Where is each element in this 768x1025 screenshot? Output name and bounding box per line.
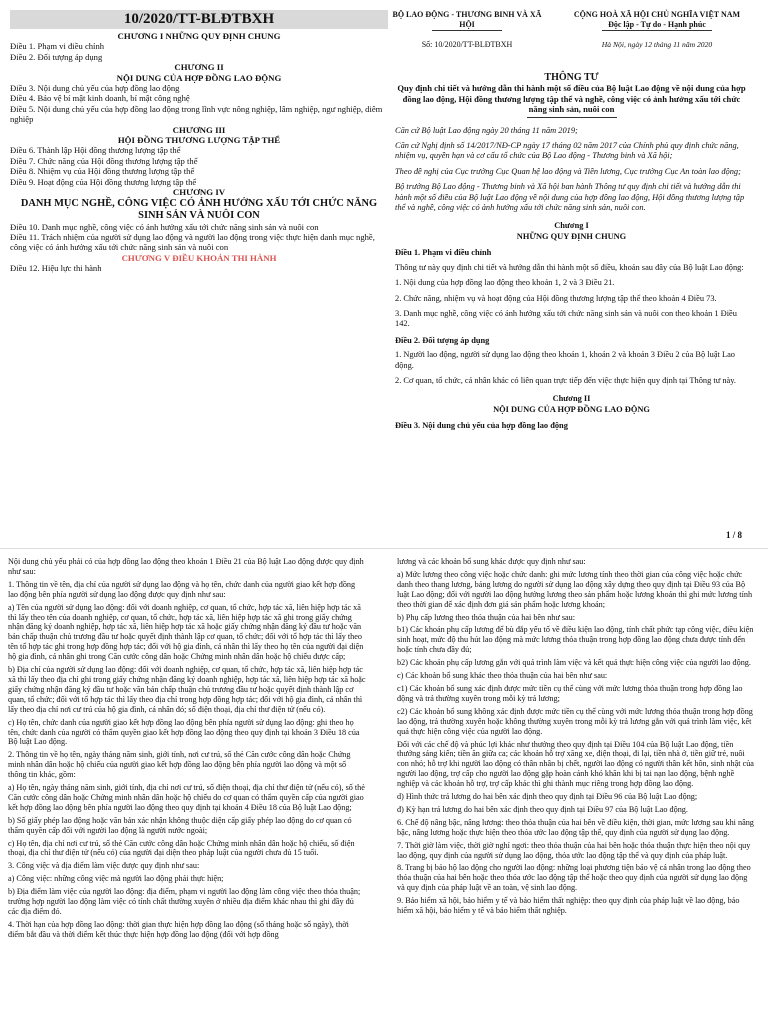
chapter-heading: Chương II (552, 394, 591, 404)
paragraph: 4. Thời hạn của hợp đồng lao động: thời gian thực hiện hợp đồng lao động (số tháng hoặc số ngày), thời điểm bắt đầu và thời điểm kết thúc thực hiện hợp đồng lao động (đối với hợp đồng (8, 919, 349, 939)
paragraph: c2) Các khoản bổ sung không xác định được mức tiền cụ thể cùng với mức lương thỏa thuận trong hợp đồng lao động, trả thường xuyên hoặc không thường xuyên trong mỗi kỳ trả lương gắn với quá trình làm việc, kết quả thực hiện công việc của người lao động. (397, 706, 753, 736)
paragraph: 2. Thông tin về họ tên, ngày tháng năm sinh, giới tính, nơi cư trú, số thẻ Căn cước công dân hoặc Chứng minh nhân dân hoặc hộ chiếu của người giao kết hợp đồng lao động bên phía người lao động và một số thông tin khác, gồm: (8, 750, 351, 780)
toc-chapter-4-name[interactable]: DANH MỤC NGHỀ, CÔNG VIỆC CÓ ẢNH HƯỞNG XẤU TỚI CHỨC NĂNG SINH SẢN VÀ NUÔI CON (20, 197, 378, 221)
motto: Độc lập - Tự do - Hạnh phúc (608, 19, 706, 29)
nation-name: CỘNG HOÀ XÃ HỘI CHỦ NGHĨA VIỆT NAM (573, 10, 741, 19)
page-2 (0, 548, 768, 1025)
toc-item[interactable]: Điều 11. Trách nhiệm của người sử dụng lao động và người lao động trong việc thực hiện danh mục nghề, công việc có ảnh hưởng xấu tới chức năng sinh sản và nuôi con (10, 231, 375, 253)
agency-name: BỘ LAO ĐỘNG - THƯƠNG BINH VÀ XÃ HỘI (392, 10, 542, 29)
legal-basis: Bộ trưởng Bộ Lao động - Thương binh và Xã hội ban hành Thông tư quy định chi tiết và hướng dẫn thi hành một số điều của Bộ luật Lao động về nội dung của hợp đồng lao động, Hội đồng thương lượng tập thể và nghề, công việc có ảnh hưởng xấu tới chức năng sinh sản, nuôi con. (395, 182, 745, 213)
issuing-agency (392, 10, 542, 32)
toc-chapter-1[interactable]: CHƯƠNG I NHỮNG QUY ĐỊNH CHUNG (117, 31, 281, 41)
legal-basis: Căn cứ Nghị định số 14/2017/NĐ-CP ngày 17 tháng 02 năm 2017 của Chính phủ quy định chức năng, nhiệm vụ, quyền hạn và cơ cấu tổ chức của Bộ Lao động - Thương binh và Xã hội; (395, 141, 739, 161)
text-column-left (8, 557, 366, 943)
toc-item[interactable]: Điều 3. Nội dung chủ yếu của hợp đồng lao động (10, 83, 180, 94)
paragraph: 8. Trang bị bảo hộ lao động cho người lao động: những loại phương tiện bảo vệ cá nhân trong lao động theo thỏa thuận của hai bên hoặc theo thỏa ước lao động tập thể hoặc theo quy định của người sử dụng lao động và quy định của pháp luật về an toàn, vệ sinh lao động. (397, 863, 751, 893)
table-of-contents (10, 10, 388, 274)
paragraph: b2) Các khoản phụ cấp lương gắn với quá trình làm việc và kết quả thực hiện công việc của người lao động. (397, 658, 751, 668)
toc-chapter-2-name[interactable]: NỘI DUNG CỦA HỢP ĐỒNG LAO ĐỘNG (116, 72, 282, 83)
document-title: Quy định chi tiết và hướng dẫn thi hành một số điều của Bộ luật Lao động về nội dung của hợp đồng lao động, Hội đồng thương lượng tập thể và nghề, công việc có ảnh hưởng xấu tới chức năng sinh sản, nuôi con (397, 83, 746, 115)
article-heading: Điều 1. Phạm vi điều chỉnh (395, 248, 492, 258)
toc-chapter-5[interactable]: CHƯƠNG V ĐIỀU KHOẢN THI HÀNH (121, 252, 277, 263)
chapter-name: NHỮNG QUY ĐỊNH CHUNG (516, 231, 627, 241)
toc-chapter-2[interactable]: CHƯƠNG II (174, 62, 224, 73)
paragraph: 3. Công việc và địa điểm làm việc được quy định như sau: (8, 861, 200, 871)
paragraph: c) Họ tên, chức danh của người giao kết hợp đồng lao động bên phía người sử dụng lao động: ghi theo họ tên, chức danh của người có thẩm quyền giao kết hợp đồng lao động theo quy định tại khoản 3 Điều 18 của Bộ luật Lao động. (8, 717, 360, 747)
paragraph: b1) Các khoản phụ cấp lương để bù đắp yếu tố về điều kiện lao động, tính chất phức tạp công việc, điều kiện sinh hoạt, mức độ thu hút lao động mà mức lương thỏa thuận trong hợp đồng lao động chưa được tính đến hoặc tính chưa đầy đủ; (397, 625, 754, 655)
paragraph: b) Địa điểm làm việc của người lao động: địa điểm, phạm vi người lao động làm công việc theo thỏa thuận; trường hợp người lao động làm việc có tính chất thường xuyên ở nhiều địa điểm khác nhau thì ghi đầy đủ các địa điểm đó. (8, 887, 361, 916)
legal-basis: Theo đề nghị của Cục trưởng Cục Quan hệ lao động và Tiền lương, Cục trưởng Cục An toàn lao động; (395, 166, 741, 176)
national-title (552, 10, 762, 32)
page-number: 1 / 8 (725, 530, 742, 540)
toc-item[interactable]: Điều 5. Nội dung chủ yếu của hợp đồng lao động trong lĩnh vực nông nghiệp, lâm nghiệp, ngư nghiệp, diêm nghiệp (10, 103, 383, 125)
title-rule (527, 117, 617, 118)
paragraph: 2. Chức năng, nhiệm vụ và hoạt động của Hội đồng thương lượng tập thể theo khoản 4 Điều 73. (395, 293, 717, 303)
header-rule (602, 30, 712, 31)
toc-chapter-4[interactable]: CHƯƠNG IV (172, 187, 226, 198)
paragraph: đ) Kỳ hạn trả lương do hai bên xác định theo quy định tại Điều 97 của Bộ luật Lao động. (397, 804, 688, 814)
document-type: THÔNG TƯ (544, 72, 599, 83)
toc-chapter-3-name[interactable]: HỘI ĐỒNG THƯƠNG LƯỢNG TẬP THỂ (117, 135, 281, 146)
paragraph: a) Tên của người sử dụng lao động: đối với doanh nghiệp, cơ quan, tổ chức, hợp tác xã, liên hiệp hợp tác xã thì lấy theo tên của doanh nghiệp, cơ quan, tổ chức, hợp tác xã, liên hiệp hợp tác xã ghi trong giấy chứng nhận đăng ký doanh nghiệp, hợp tác xã, liên hiệp hợp tác xã hoặc giấy chứng nhận đăng ký đầu tư hoặc văn bản chấp thuận chủ trương đầu tư hoặc quyết định thành lập cơ quan, tổ chức; đối với tổ hợp tác thì lấy theo tên tổ hợp tác ghi trong hợp đồng hợp tác; đối với hộ gia đình, cá nhân thì lấy theo họ tên của người đại diện hộ gia đình, cá nhân ghi trong Căn cước công dân hoặc Chứng minh nhân dân hoặc hộ chiếu được cấp; (8, 602, 364, 662)
document-number: Số: 10/2020/TT-BLĐTBXH (421, 40, 513, 49)
paragraph: Thông tư này quy định chi tiết và hướng dẫn thi hành một số điều, khoản sau đây của Bộ luật Lao động: (395, 262, 744, 272)
paragraph: a) Họ tên, ngày tháng năm sinh, giới tính, địa chỉ nơi cư trú, số điện thoại, địa chỉ thư điện tử (nếu có), số thẻ Căn cước công dân hoặc Chứng minh nhân dân hoặc hộ chiếu do cơ quan có thẩm quyền cấp của người giao kết hợp đồng lao động bên phía người lao động theo quy định tại khoản 4 Điều 18 của Bộ luật Lao động; (8, 783, 365, 812)
paragraph: 1. Người lao động, người sử dụng lao động theo khoản 1, khoản 2 và khoản 3 Điều 2 của Bộ luật Lao động. (395, 350, 735, 370)
paragraph: c) Họ tên, địa chỉ nơi cư trú, số thẻ Căn cước công dân hoặc Chứng minh nhân dân hoặc hộ chiếu, số điện thoại, địa chỉ thư điện tử (nếu có) của người đại diện theo pháp luật của người chưa đủ 15 tuổi. (8, 838, 355, 858)
toc-item[interactable]: Điều 8. Nhiệm vụ của Hội đồng thương lượng tập thể (10, 166, 195, 177)
toc-item[interactable]: Điều 10. Danh mục nghề, công việc có ảnh hưởng xấu tới chức năng sinh sản và nuôi con (10, 221, 319, 232)
paragraph: c) Các khoản bổ sung khác theo thỏa thuận của hai bên như sau: (397, 671, 608, 681)
paragraph: b) Số giấy phép lao động hoặc văn bản xác nhận không thuộc diện cấp giấy phép lao động do cơ quan có thẩm quyền cấp đối với người lao động là người nước ngoài; (8, 815, 352, 835)
chapter-name: NỘI DUNG CỦA HỢP ĐỒNG LAO ĐỘNG (493, 404, 650, 414)
toc-chapter-3[interactable]: CHƯƠNG III (172, 124, 226, 135)
chapter-heading: Chương I (554, 221, 589, 231)
legal-basis: Căn cứ Bộ luật Lao động ngày 20 tháng 11 năm 2019; (395, 125, 578, 135)
article-heading: Điều 2. Đối tượng áp dụng (395, 335, 490, 345)
paragraph: b) Địa chỉ của người sử dụng lao động: đối với doanh nghiệp, cơ quan, tổ chức, hợp tác xã, liên hiệp hợp tác xã thì lấy theo địa chỉ ghi trong giấy chứng nhận đăng ký doanh nghiệp, hợp tác xã, liên hiệp hợp tác xã hoặc giấy chứng nhận đăng ký đầu tư hoặc văn bản chấp thuận chủ trương đầu tư hoặc quyết định thành lập cơ quan, tổ chức; đối với tổ hợp tác thì lấy theo địa chỉ trong hợp đồng hợp tác; đối với hộ gia đình, cá nhân thì lấy theo địa chỉ nơi cư trú của hộ gia đình, cá nhân đó; số điện thoại, địa chỉ thư điện tử (nếu có). (8, 665, 366, 714)
paragraph: Đối với các chế độ và phúc lợi khác như thưởng theo quy định tại Điều 104 của Bộ luật Lao động, tiền thưởng sáng kiến; tiền ăn giữa ca; các khoản hỗ trợ xăng xe, điện thoại, đi lại, tiền nhà ở, tiền giữ trẻ, nuôi con nhỏ; hỗ trợ khi người lao động có thân nhân bị chết, người lao động có người thân kết hôn, sinh nhật của người lao động, trợ cấp cho người lao động gặp hoàn cảnh khó khăn khi bị tai nạn lao động, bệnh nghề nghiệp và các khoản hỗ trợ, trợ cấp khác thì ghi thành mục riêng trong hợp đồng lao động. (397, 739, 754, 789)
paragraph: 1. Thông tin về tên, địa chỉ của người sử dụng lao động và họ tên, chức danh của người giao kết hợp đồng lao động bên phía người sử dụng lao động được quy định như sau: (8, 579, 356, 599)
toc-title: 10/2020/TT-BLĐTBXH (10, 10, 388, 29)
toc-item[interactable]: Điều 4. Bảo vệ bí mật kinh doanh, bí mật công nghệ (10, 93, 190, 104)
header-rule (432, 30, 502, 31)
paragraph: Nội dung chủ yếu phải có của hợp đồng lao động theo khoản 1 Điều 21 của Bộ luật Lao động được quy định như sau: (8, 557, 364, 576)
toc-item[interactable]: Điều 6. Thành lập Hội đồng thương lượng tập thể (10, 145, 181, 156)
toc-item[interactable]: Điều 1. Phạm vi điều chỉnh (10, 41, 105, 52)
document-body (395, 72, 748, 436)
toc-item[interactable]: Điều 9. Hoạt động của Hội đồng thương lượng tập thể (10, 176, 197, 187)
paragraph: lương và các khoản bổ sung khác được quy định như sau: (397, 557, 586, 566)
article-heading: Điều 3. Nội dung chủ yếu của hợp đồng lao động (395, 421, 568, 431)
toc-item[interactable]: Điều 7. Chức năng của Hội đồng thương lượng tập thể (10, 155, 198, 166)
paragraph: 9. Bảo hiểm xã hội, bảo hiểm y tế và bảo hiểm thất nghiệp: theo quy định của pháp luật về lao động, bảo hiểm xã hội, bảo hiểm y tế và bảo hiểm thất nghiệp. (397, 896, 740, 916)
paragraph: 6. Chế độ nâng bậc, nâng lương: theo thỏa thuận của hai bên về điều kiện, thời gian, mức lương sau khi nâng bậc, nâng lương hoặc thực hiện theo thỏa ước lao động tập thể, quy định của người sử dụng lao động. (397, 817, 754, 837)
paragraph: 2. Cơ quan, tổ chức, cá nhân khác có liên quan trực tiếp đến việc thực hiện quy định tại Thông tư này. (395, 375, 736, 385)
paragraph: b) Phụ cấp lương theo thỏa thuận của hai bên như sau: (397, 612, 576, 622)
paragraph: d) Hình thức trả lương do hai bên xác định theo quy định tại Điều 96 của Bộ luật Lao động; (397, 792, 698, 802)
paragraph: 1. Nội dung của hợp đồng lao động theo khoản 1, 2 và 3 Điều 21. (395, 278, 615, 288)
paragraph: c1) Các khoản bổ sung xác định được mức tiền cụ thể cùng với mức lương thỏa thuận trong hợp đồng lao động và trả thường xuyên trong mỗi kỳ trả lương; (397, 683, 743, 703)
issue-date: Hà Nội, ngày 12 tháng 11 năm 2020 (601, 40, 713, 49)
toc-item[interactable]: Điều 12. Hiệu lực thi hành (10, 263, 102, 274)
paragraph: 7. Thời giờ làm việc, thời giờ nghỉ ngơi: theo thỏa thuận của hai bên hoặc thỏa thuận thực hiện theo nội quy lao động, quy định của người sử dụng lao động, thỏa ước lao động tập thể và quy định của pháp luật. (397, 840, 751, 860)
toc-item[interactable]: Điều 2. Đối tượng áp dụng (10, 51, 103, 62)
paragraph: 3. Danh mục nghề, công việc có ảnh hưởng xấu tới chức năng sinh sản và nuôi con theo khoản 1 Điều 142. (395, 308, 737, 329)
paragraph: a) Mức lương theo công việc hoặc chức danh: ghi mức lương tính theo thời gian của công việc hoặc chức danh theo thang lương, bảng lương do người sử dụng lao động xây dựng theo quy định tại Điều 93 của Bộ luật Lao động; đối với người lao động hưởng lương theo sản phẩm hoặc lương khoán thì ghi mức lương tính theo thời gian để xác định đơn giá sản phẩm hoặc lương khoán; (397, 569, 753, 609)
text-column-right (397, 557, 755, 919)
paragraph: a) Công việc: những công việc mà người lao động phải thực hiện; (8, 874, 224, 884)
